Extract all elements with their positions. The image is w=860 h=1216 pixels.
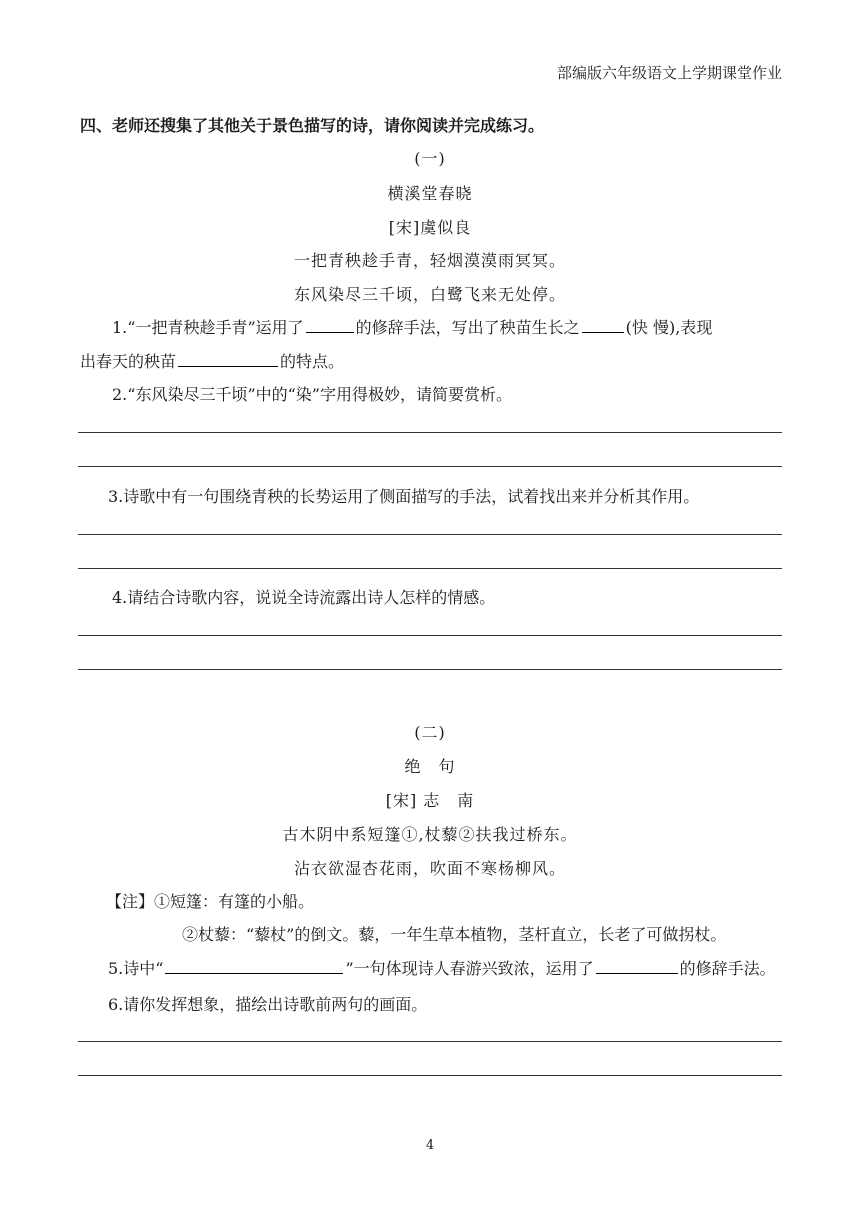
page-number: 4 <box>425 1138 435 1153</box>
part2-poem-title: 绝 句 <box>404 757 456 776</box>
question-3: 3.诗歌中有一句围绕青秧的长势运用了侧面描写的手法，试着找出来并分析其作用。 <box>108 487 700 506</box>
part1-poem-title: 横溪堂春晓 <box>387 184 473 203</box>
question-5: 5.诗中“ ”一句体现诗人春游兴致浓，运用了 的修辞手法。 <box>108 959 776 978</box>
question-2: 2.“东风染尽三千顷”中的“染”字用得极妙，请简要赏析。 <box>112 385 512 404</box>
answer-blank[interactable] <box>582 318 624 333</box>
part1-author: [宋]虞似良 <box>388 218 472 237</box>
answer-line[interactable] <box>78 568 782 569</box>
answer-line[interactable] <box>78 1075 782 1076</box>
question-1-cont: 出春天的秧苗 的特点。 <box>80 352 345 371</box>
question-1: 1.“一把青秧趁手青”运用了 的修辞手法，写出了秧苗生长之 (快 慢),表现 <box>112 318 713 337</box>
answer-blank[interactable] <box>178 352 278 367</box>
question-4: 4.请结合诗歌内容，说说全诗流露出诗人怎样的情感。 <box>112 588 496 607</box>
answer-line[interactable] <box>78 534 782 535</box>
page-header: 部编版六年级语文上学期课堂作业 <box>556 64 782 82</box>
part1-marker: (一) <box>414 149 446 168</box>
answer-blank[interactable] <box>306 318 354 333</box>
note-1: 【注】①短篷：有篷的小船。 <box>106 892 315 911</box>
answer-blank[interactable] <box>596 959 678 974</box>
question-6: 6.请你发挥想象，描绘出诗歌前两句的画面。 <box>108 995 428 1014</box>
part2-marker: (二) <box>414 723 446 742</box>
section-title: 四、老师还搜集了其他关于景色描写的诗，请你阅读并完成练习。 <box>80 116 545 135</box>
answer-line[interactable] <box>78 466 782 467</box>
answer-line[interactable] <box>78 669 782 670</box>
note-2: ②杖藜：“藜杖”的倒文。藜，一年生草本植物，茎杆直立，长老了可做拐杖。 <box>182 925 727 944</box>
part1-line-1: 一把青秧趁手青，轻烟漠漠雨冥冥。 <box>293 251 566 270</box>
answer-blank[interactable] <box>165 959 343 974</box>
answer-line[interactable] <box>78 1041 782 1042</box>
part2-author: [宋] 志 南 <box>385 791 475 810</box>
part2-line-2: 沾衣欲湿杏花雨，吹面不寒杨柳风。 <box>293 859 566 878</box>
part1-line-2: 东风染尽三千顷，白鹭飞来无处停。 <box>293 285 566 304</box>
answer-line[interactable] <box>78 432 782 433</box>
part2-line-1: 古木阴中系短篷①,杖藜②扶我过桥东。 <box>282 825 578 844</box>
answer-line[interactable] <box>78 635 782 636</box>
